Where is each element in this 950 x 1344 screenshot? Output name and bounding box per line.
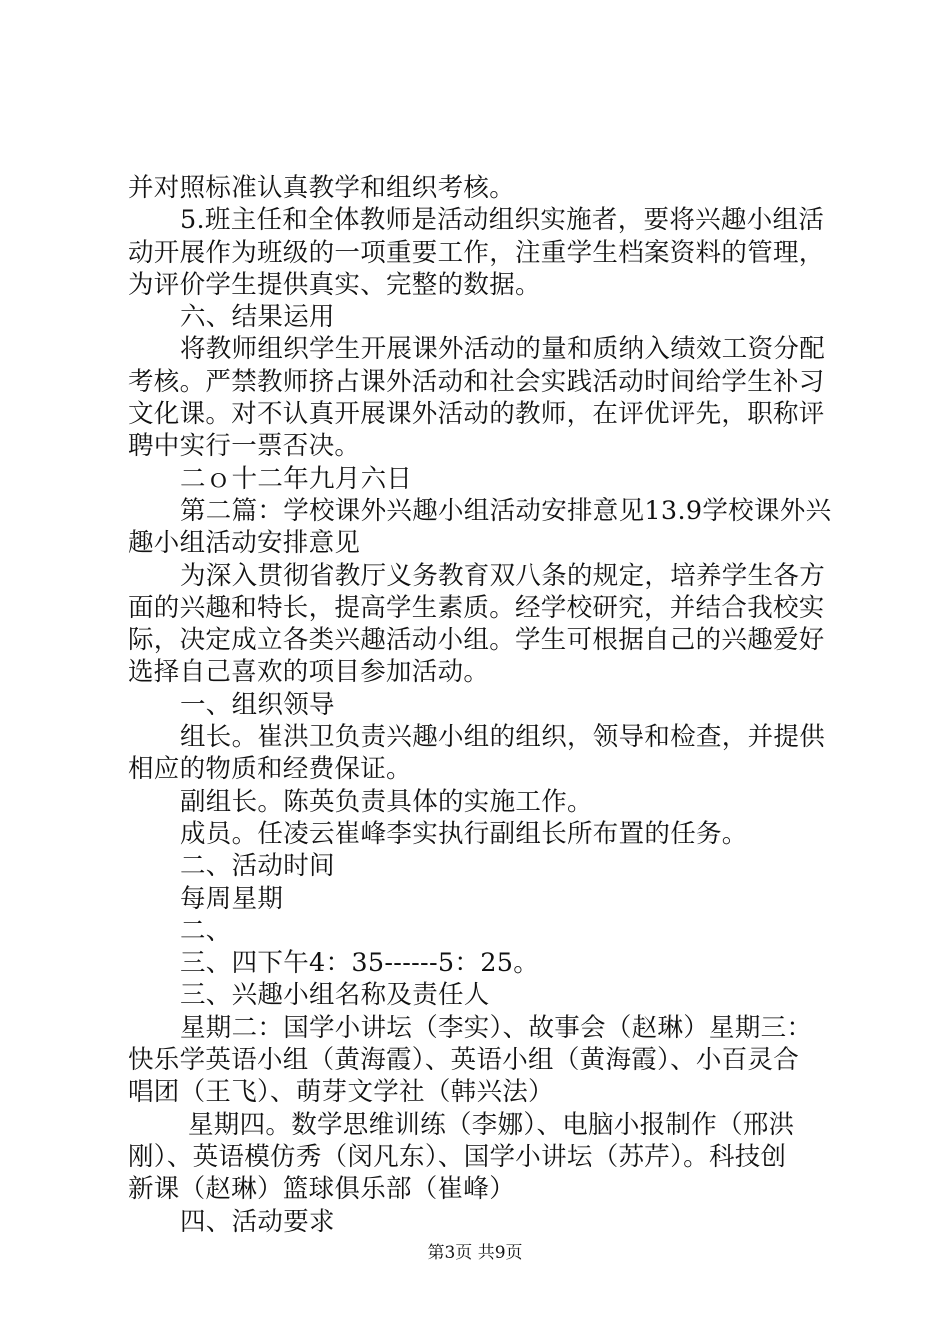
text-line: 刚）、英语模仿秀（闵凡东）、国学小讲坛（苏芹）。科技创	[128, 1141, 787, 1172]
text-line: 5.班主任和全体教师是活动组织实施者，要将兴趣小组活	[180, 205, 825, 236]
text-line: 第二篇：学校课外兴趣小组活动安排意见13.9学校课外兴	[180, 495, 832, 526]
text-line: 成员。任凌云崔峰李实执行副组长所布置的任务。	[180, 818, 748, 849]
text-line: 唱团（王飞）、萌芽文学社（韩兴法）	[128, 1077, 554, 1108]
text-line: 考核。严禁教师挤占课外活动和社会实践活动时间给学生补习	[128, 366, 825, 397]
text-line: 二、活动时间	[180, 851, 335, 882]
text-line: 副组长。陈英负责具体的实施工作。	[180, 786, 593, 817]
text-line: 快乐学英语小组（黄海霞）、英语小组（黄海霞）、小百灵合	[128, 1045, 800, 1076]
text-line: 动开展作为班级的一项重要工作，注重学生档案资料的管理，	[128, 237, 825, 268]
text-line: 为评价学生提供真实、完整的数据。	[128, 269, 541, 300]
text-line: 星期二：国学小讲坛（李实）、故事会（赵琳）星期三：	[180, 1012, 813, 1043]
text-line: 一、组织领导	[180, 689, 335, 720]
text-line: 二、	[180, 915, 232, 946]
text-line: 聘中实行一票否决。	[128, 431, 361, 462]
text-line: 星期四。数学思维训练（李娜）、电脑小报制作（邢洪	[188, 1109, 795, 1140]
text-line: 四、活动要求	[180, 1206, 335, 1237]
text-line: 将教师组织学生开展课外活动的量和质纳入绩效工资分配	[180, 334, 826, 365]
text-line: 二ｏ十二年九月六日	[180, 463, 413, 494]
text-line: 新课（赵琳）篮球俱乐部（崔峰）	[128, 1174, 516, 1205]
document-body	[128, 172, 832, 1238]
text-line: 三、兴趣小组名称及责任人	[180, 980, 490, 1011]
text-line: 每周星期	[180, 883, 284, 914]
text-line: 趣小组活动安排意见	[128, 528, 361, 559]
text-line: 六、结果运用	[180, 302, 335, 333]
text-line: 际，决定成立各类兴趣活动小组。学生可根据自己的兴趣爱好	[128, 625, 825, 656]
text-line: 三、四下午4：35------5：25。	[180, 948, 540, 979]
text-line: 文化课。对不认真开展课外活动的教师，在评优评先，职称评	[128, 399, 825, 430]
text-line: 相应的物质和经费保证。	[128, 754, 412, 785]
text-line: 为深入贯彻省教厅义务教育双八条的规定，培养学生各方	[180, 560, 826, 591]
page-number-label: 第3页 共9页	[427, 1243, 523, 1263]
text-line: 并对照标准认真教学和组织考核。	[128, 173, 516, 203]
text-line: 组长。崔洪卫负责兴趣小组的组织，领导和检查，并提供	[180, 722, 826, 753]
page-footer	[0, 1243, 950, 1263]
text-line: 面的兴趣和特长，提高学生素质。经学校研究，并结合我校实	[128, 592, 825, 623]
text-line: 选择自己喜欢的项目参加活动。	[128, 657, 490, 688]
